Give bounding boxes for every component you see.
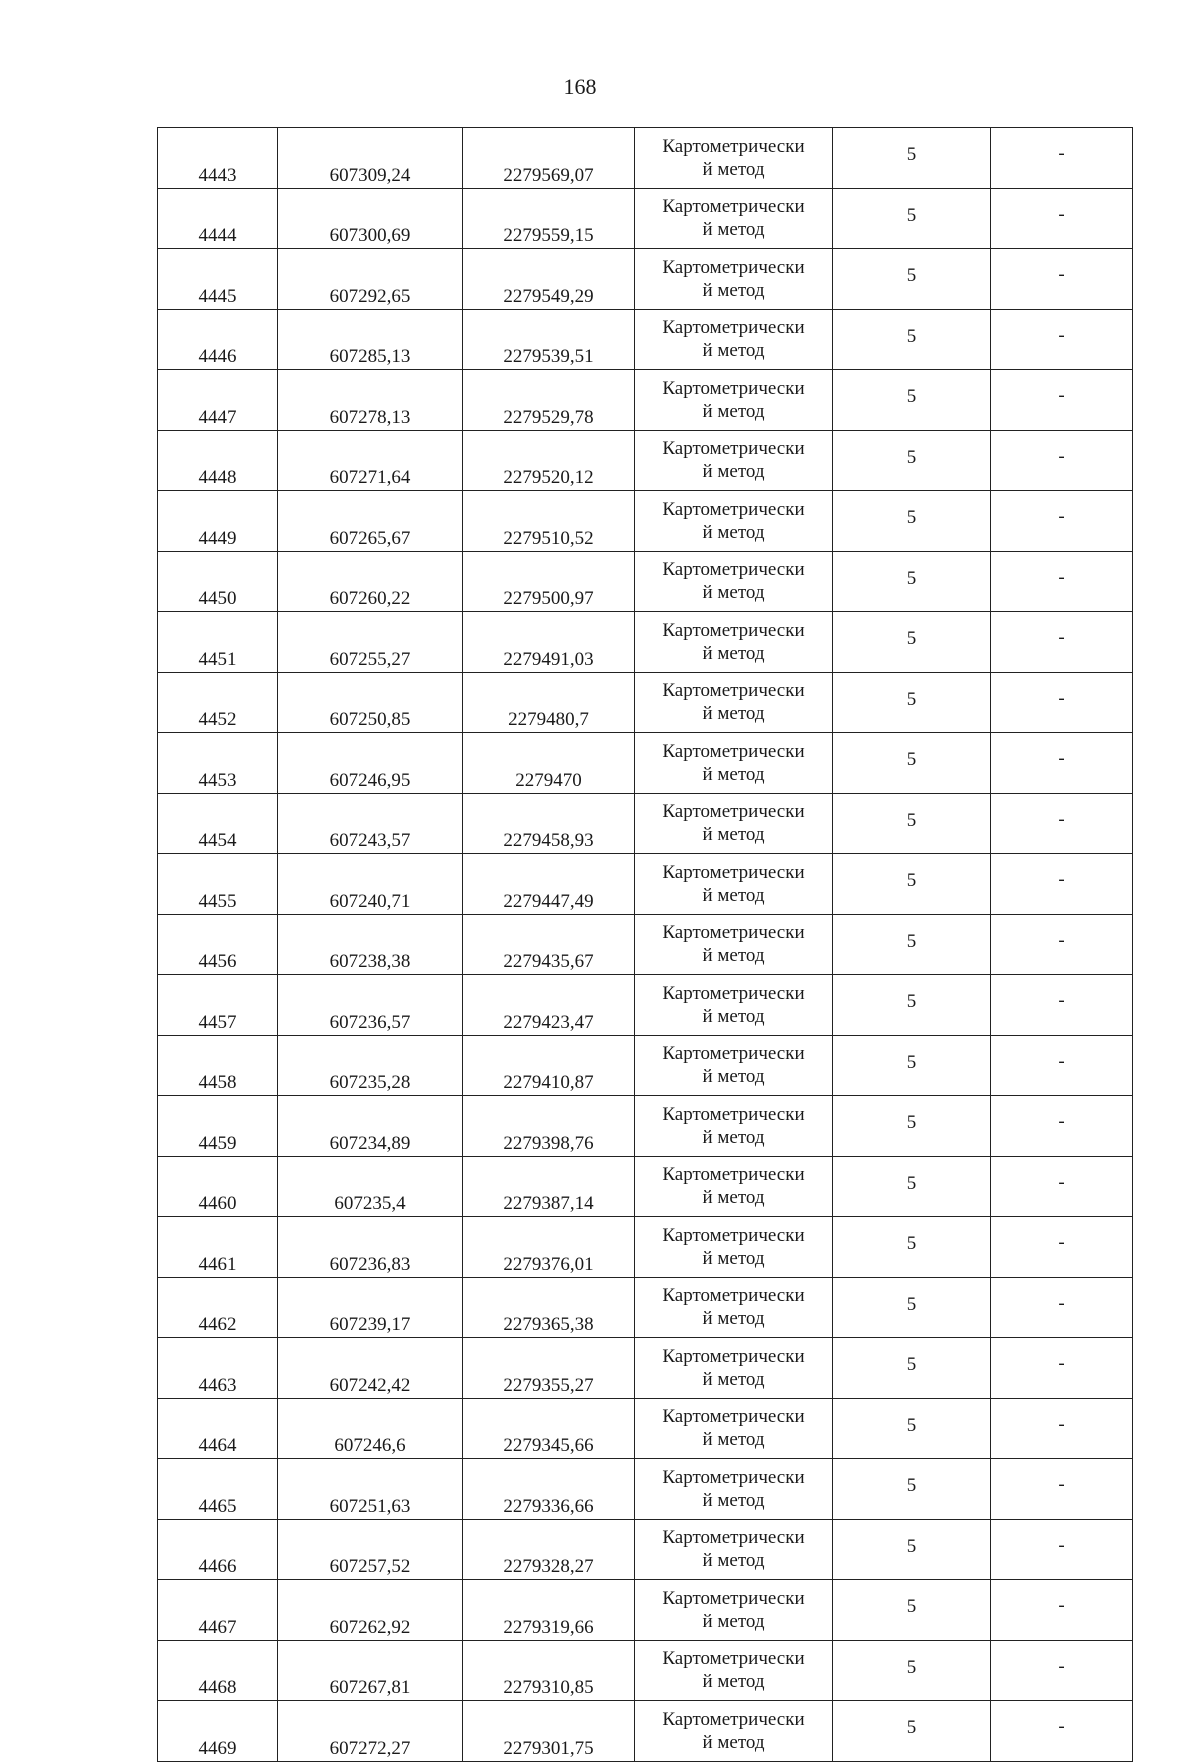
method-line-1: Картометрически: [662, 680, 805, 702]
y-coordinate-cell: 2279328,27: [463, 1519, 635, 1580]
method-line-2: й метод: [702, 1187, 765, 1209]
point-number-cell: 4443: [158, 128, 278, 189]
table-row: [158, 733, 1133, 794]
accuracy-cell: 5: [833, 793, 991, 854]
x-coordinate-cell: 607250,85: [278, 672, 463, 733]
method-line-1: Картометрически: [662, 1345, 805, 1367]
table-row: [158, 1640, 1133, 1701]
method-line-2: й метод: [702, 1671, 765, 1693]
accuracy-cell: 5: [833, 1398, 991, 1459]
y-coordinate-cell: 2279387,14: [463, 1156, 635, 1217]
x-coordinate-cell: 607278,13: [278, 370, 463, 431]
x-coordinate-cell: 607260,22: [278, 551, 463, 612]
method-line-2: й метод: [702, 400, 765, 422]
table-row: [158, 249, 1133, 310]
table-row: [158, 672, 1133, 733]
page-number: 168: [563, 74, 597, 99]
point-number-cell: 4461: [158, 1217, 278, 1278]
table-row: [158, 1338, 1133, 1399]
x-coordinate-cell: 607235,4: [278, 1156, 463, 1217]
accuracy-cell: 5: [833, 612, 991, 673]
point-number-cell: 4458: [158, 1035, 278, 1096]
method-line-1: Картометрически: [662, 982, 805, 1004]
point-number-cell: 4465: [158, 1459, 278, 1520]
y-coordinate-cell: 2279529,78: [463, 370, 635, 431]
method-line-1: Картометрически: [662, 1164, 805, 1186]
table-row: [158, 1156, 1133, 1217]
method-cell: [635, 914, 833, 975]
accuracy-cell: 5: [833, 1459, 991, 1520]
method-cell: [635, 1398, 833, 1459]
table-row: [158, 914, 1133, 975]
x-coordinate-cell: 607236,83: [278, 1217, 463, 1278]
x-coordinate-cell: 607285,13: [278, 309, 463, 370]
method-cell: [635, 188, 833, 249]
method-line-2: й метод: [702, 1308, 765, 1330]
method-cell: [635, 370, 833, 431]
note-cell: -: [991, 491, 1133, 552]
note-cell: -: [991, 975, 1133, 1036]
table-row: [158, 975, 1133, 1036]
method-cell: [635, 1277, 833, 1338]
method-line-2: й метод: [702, 884, 765, 906]
method-cell: [635, 1156, 833, 1217]
accuracy-cell: 5: [833, 1701, 991, 1762]
note-cell: -: [991, 1096, 1133, 1157]
method-line-1: Картометрически: [662, 1648, 805, 1670]
x-coordinate-cell: 607267,81: [278, 1640, 463, 1701]
method-line-2: й метод: [702, 158, 765, 180]
y-coordinate-cell: 2279310,85: [463, 1640, 635, 1701]
accuracy-cell: 5: [833, 1217, 991, 1278]
point-number-cell: 4456: [158, 914, 278, 975]
accuracy-cell: 5: [833, 1338, 991, 1399]
method-cell: [635, 1096, 833, 1157]
method-line-1: Картометрически: [662, 317, 805, 339]
table-row: [158, 551, 1133, 612]
y-coordinate-cell: 2279559,15: [463, 188, 635, 249]
y-coordinate-cell: 2279480,7: [463, 672, 635, 733]
note-cell: -: [991, 1459, 1133, 1520]
x-coordinate-cell: 607251,63: [278, 1459, 463, 1520]
note-cell: -: [991, 1701, 1133, 1762]
method-line-1: Картометрически: [662, 559, 805, 581]
coordinates-table: [157, 127, 1133, 1762]
method-cell: [635, 1217, 833, 1278]
method-line-1: Картометрически: [662, 135, 805, 157]
method-line-2: й метод: [702, 521, 765, 543]
accuracy-cell: 5: [833, 1156, 991, 1217]
x-coordinate-cell: 607236,57: [278, 975, 463, 1036]
x-coordinate-cell: 607238,38: [278, 914, 463, 975]
accuracy-cell: 5: [833, 1096, 991, 1157]
y-coordinate-cell: 2279510,52: [463, 491, 635, 552]
x-coordinate-cell: 607309,24: [278, 128, 463, 189]
method-line-1: Картометрически: [662, 740, 805, 762]
x-coordinate-cell: 607255,27: [278, 612, 463, 673]
method-line-2: й метод: [702, 1731, 765, 1753]
method-cell: [635, 551, 833, 612]
x-coordinate-cell: 607246,6: [278, 1398, 463, 1459]
method-cell: [635, 128, 833, 189]
method-line-2: й метод: [702, 703, 765, 725]
accuracy-cell: 5: [833, 1277, 991, 1338]
note-cell: -: [991, 430, 1133, 491]
table-row: [158, 1035, 1133, 1096]
x-coordinate-cell: 607246,95: [278, 733, 463, 794]
note-cell: -: [991, 1580, 1133, 1641]
point-number-cell: 4449: [158, 491, 278, 552]
y-coordinate-cell: 2279491,03: [463, 612, 635, 673]
method-line-1: Картометрически: [662, 801, 805, 823]
accuracy-cell: 5: [833, 128, 991, 189]
note-cell: -: [991, 1156, 1133, 1217]
point-number-cell: 4468: [158, 1640, 278, 1701]
note-cell: -: [991, 1217, 1133, 1278]
method-cell: [635, 430, 833, 491]
method-line-2: й метод: [702, 1368, 765, 1390]
point-number-cell: 4467: [158, 1580, 278, 1641]
y-coordinate-cell: 2279355,27: [463, 1338, 635, 1399]
table-row: [158, 1277, 1133, 1338]
method-cell: [635, 1580, 833, 1641]
y-coordinate-cell: 2279447,49: [463, 854, 635, 915]
accuracy-cell: 5: [833, 1640, 991, 1701]
method-line-2: й метод: [702, 1005, 765, 1027]
accuracy-cell: 5: [833, 1519, 991, 1580]
table-row: [158, 430, 1133, 491]
y-coordinate-cell: 2279423,47: [463, 975, 635, 1036]
note-cell: -: [991, 1277, 1133, 1338]
accuracy-cell: 5: [833, 491, 991, 552]
method-cell: [635, 854, 833, 915]
point-number-cell: 4469: [158, 1701, 278, 1762]
note-cell: -: [991, 1519, 1133, 1580]
y-coordinate-cell: 2279500,97: [463, 551, 635, 612]
method-line-2: й метод: [702, 1126, 765, 1148]
method-line-1: Картометрически: [662, 861, 805, 883]
x-coordinate-cell: 607240,71: [278, 854, 463, 915]
method-cell: [635, 1519, 833, 1580]
point-number-cell: 4444: [158, 188, 278, 249]
point-number-cell: 4446: [158, 309, 278, 370]
y-coordinate-cell: 2279435,67: [463, 914, 635, 975]
note-cell: -: [991, 1398, 1133, 1459]
method-cell: [635, 1640, 833, 1701]
method-line-1: Картометрически: [662, 438, 805, 460]
note-cell: -: [991, 1640, 1133, 1701]
table-row: [158, 1459, 1133, 1520]
method-line-2: й метод: [702, 1247, 765, 1269]
method-cell: [635, 309, 833, 370]
x-coordinate-cell: 607300,69: [278, 188, 463, 249]
method-cell: [635, 733, 833, 794]
method-line-1: Картометрически: [662, 922, 805, 944]
method-line-2: й метод: [702, 1066, 765, 1088]
point-number-cell: 4464: [158, 1398, 278, 1459]
y-coordinate-cell: 2279301,75: [463, 1701, 635, 1762]
method-cell: [635, 975, 833, 1036]
accuracy-cell: 5: [833, 551, 991, 612]
x-coordinate-cell: 607234,89: [278, 1096, 463, 1157]
method-line-2: й метод: [702, 279, 765, 301]
method-cell: [635, 1035, 833, 1096]
note-cell: -: [991, 854, 1133, 915]
method-line-1: Картометрически: [662, 1527, 805, 1549]
accuracy-cell: 5: [833, 1035, 991, 1096]
table-row: [158, 1519, 1133, 1580]
note-cell: -: [991, 188, 1133, 249]
method-cell: [635, 1338, 833, 1399]
table-row: [158, 188, 1133, 249]
accuracy-cell: 5: [833, 854, 991, 915]
table-row: [158, 1398, 1133, 1459]
accuracy-cell: 5: [833, 430, 991, 491]
table-row: [158, 1096, 1133, 1157]
point-number-cell: 4459: [158, 1096, 278, 1157]
y-coordinate-cell: 2279410,87: [463, 1035, 635, 1096]
method-line-2: й метод: [702, 642, 765, 664]
method-line-1: Картометрически: [662, 619, 805, 641]
table-row: [158, 128, 1133, 189]
table-row: [158, 491, 1133, 552]
method-line-1: Картометрически: [662, 377, 805, 399]
point-number-cell: 4453: [158, 733, 278, 794]
method-line-2: й метод: [702, 1610, 765, 1632]
note-cell: -: [991, 1035, 1133, 1096]
method-line-1: Картометрически: [662, 196, 805, 218]
x-coordinate-cell: 607257,52: [278, 1519, 463, 1580]
table-row: [158, 1580, 1133, 1641]
note-cell: -: [991, 309, 1133, 370]
table-row: [158, 370, 1133, 431]
x-coordinate-cell: 607292,65: [278, 249, 463, 310]
y-coordinate-cell: 2279458,93: [463, 793, 635, 854]
y-coordinate-cell: 2279345,66: [463, 1398, 635, 1459]
note-cell: -: [991, 733, 1133, 794]
method-line-1: Картометрически: [662, 1224, 805, 1246]
y-coordinate-cell: 2279365,38: [463, 1277, 635, 1338]
point-number-cell: 4450: [158, 551, 278, 612]
y-coordinate-cell: 2279569,07: [463, 128, 635, 189]
note-cell: -: [991, 249, 1133, 310]
point-number-cell: 4447: [158, 370, 278, 431]
table-row: [158, 793, 1133, 854]
note-cell: -: [991, 551, 1133, 612]
x-coordinate-cell: 607242,42: [278, 1338, 463, 1399]
method-line-1: Картометрически: [662, 1406, 805, 1428]
point-number-cell: 4463: [158, 1338, 278, 1399]
method-line-2: й метод: [702, 1550, 765, 1572]
method-line-1: Картометрически: [662, 1103, 805, 1125]
method-line-1: Картометрически: [662, 1587, 805, 1609]
method-line-2: й метод: [702, 824, 765, 846]
method-line-2: й метод: [702, 763, 765, 785]
note-cell: -: [991, 793, 1133, 854]
method-cell: [635, 249, 833, 310]
accuracy-cell: 5: [833, 975, 991, 1036]
method-cell: [635, 1459, 833, 1520]
note-cell: -: [991, 128, 1133, 189]
point-number-cell: 4460: [158, 1156, 278, 1217]
y-coordinate-cell: 2279398,76: [463, 1096, 635, 1157]
method-line-2: й метод: [702, 461, 765, 483]
method-line-2: й метод: [702, 219, 765, 241]
method-line-1: Картометрически: [662, 498, 805, 520]
x-coordinate-cell: 607243,57: [278, 793, 463, 854]
y-coordinate-cell: 2279336,66: [463, 1459, 635, 1520]
note-cell: -: [991, 914, 1133, 975]
point-number-cell: 4457: [158, 975, 278, 1036]
y-coordinate-cell: 2279520,12: [463, 430, 635, 491]
accuracy-cell: 5: [833, 672, 991, 733]
x-coordinate-cell: 607265,67: [278, 491, 463, 552]
table-row: [158, 309, 1133, 370]
accuracy-cell: 5: [833, 914, 991, 975]
table-body: [158, 128, 1133, 1762]
method-line-1: Картометрически: [662, 1466, 805, 1488]
note-cell: -: [991, 1338, 1133, 1399]
method-line-2: й метод: [702, 340, 765, 362]
point-number-cell: 4451: [158, 612, 278, 673]
note-cell: -: [991, 672, 1133, 733]
method-line-1: Картометрически: [662, 1043, 805, 1065]
point-number-cell: 4448: [158, 430, 278, 491]
x-coordinate-cell: 607272,27: [278, 1701, 463, 1762]
method-cell: [635, 793, 833, 854]
accuracy-cell: 5: [833, 309, 991, 370]
y-coordinate-cell: 2279539,51: [463, 309, 635, 370]
y-coordinate-cell: 2279470: [463, 733, 635, 794]
table-row: [158, 1217, 1133, 1278]
table-row: [158, 612, 1133, 673]
point-number-cell: 4454: [158, 793, 278, 854]
method-cell: [635, 491, 833, 552]
method-line-2: й метод: [702, 945, 765, 967]
method-cell: [635, 672, 833, 733]
accuracy-cell: 5: [833, 188, 991, 249]
method-cell: [635, 612, 833, 673]
x-coordinate-cell: 607239,17: [278, 1277, 463, 1338]
point-number-cell: 4452: [158, 672, 278, 733]
point-number-cell: 4455: [158, 854, 278, 915]
method-line-2: й метод: [702, 1489, 765, 1511]
note-cell: -: [991, 612, 1133, 673]
x-coordinate-cell: 607271,64: [278, 430, 463, 491]
accuracy-cell: 5: [833, 1580, 991, 1641]
y-coordinate-cell: 2279319,66: [463, 1580, 635, 1641]
point-number-cell: 4462: [158, 1277, 278, 1338]
x-coordinate-cell: 607262,92: [278, 1580, 463, 1641]
y-coordinate-cell: 2279549,29: [463, 249, 635, 310]
method-line-1: Картометрически: [662, 1285, 805, 1307]
method-line-2: й метод: [702, 582, 765, 604]
method-line-1: Картометрически: [662, 1708, 805, 1730]
point-number-cell: 4466: [158, 1519, 278, 1580]
method-line-1: Картометрически: [662, 256, 805, 278]
note-cell: -: [991, 370, 1133, 431]
table-row: [158, 854, 1133, 915]
method-line-2: й метод: [702, 1429, 765, 1451]
method-cell: [635, 1701, 833, 1762]
accuracy-cell: 5: [833, 249, 991, 310]
table-row: [158, 1701, 1133, 1762]
y-coordinate-cell: 2279376,01: [463, 1217, 635, 1278]
point-number-cell: 4445: [158, 249, 278, 310]
x-coordinate-cell: 607235,28: [278, 1035, 463, 1096]
accuracy-cell: 5: [833, 733, 991, 794]
accuracy-cell: 5: [833, 370, 991, 431]
